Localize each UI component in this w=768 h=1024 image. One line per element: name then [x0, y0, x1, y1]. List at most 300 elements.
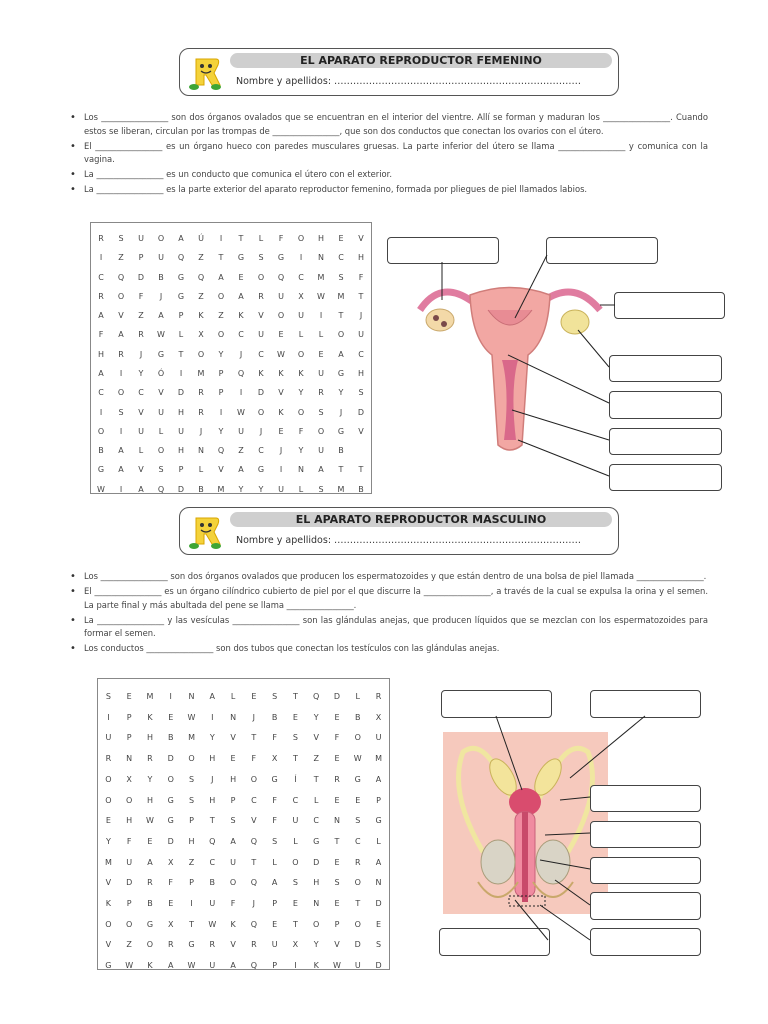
wordsearch-letter[interactable]: H: [177, 407, 184, 417]
wordsearch-letter[interactable]: F: [168, 878, 174, 888]
wordsearch-letter[interactable]: H: [357, 368, 364, 378]
wordsearch-letter[interactable]: H: [313, 878, 320, 888]
wordsearch-letter[interactable]: T: [189, 919, 194, 929]
wordsearch-letter[interactable]: U: [178, 426, 184, 436]
wordsearch-letter[interactable]: P: [178, 465, 184, 475]
wordsearch-letter[interactable]: B: [198, 484, 204, 494]
wordsearch-letter[interactable]: O: [217, 330, 225, 340]
wordsearch-letter[interactable]: M: [188, 733, 195, 743]
wordsearch-letter[interactable]: A: [178, 234, 184, 243]
wordsearch-letter[interactable]: O: [105, 795, 112, 805]
wordsearch-letter[interactable]: Q: [177, 253, 185, 263]
wordsearch-letter[interactable]: A: [238, 465, 244, 475]
wordsearch-letter[interactable]: W: [277, 349, 285, 359]
wordsearch-letter[interactable]: V: [158, 388, 164, 398]
wordsearch-letter[interactable]: T: [292, 919, 298, 929]
wordsearch-letter[interactable]: M: [337, 484, 345, 494]
wordsearch-letter[interactable]: Y: [313, 940, 319, 950]
wordsearch-letter[interactable]: E: [168, 899, 174, 909]
wordsearch-letter[interactable]: V: [358, 234, 364, 243]
wordsearch-letter[interactable]: H: [209, 754, 216, 764]
wordsearch-letter[interactable]: V: [218, 465, 224, 475]
wordsearch-letter[interactable]: Í: [294, 774, 297, 784]
wordsearch-letter[interactable]: D: [354, 940, 361, 950]
wordsearch-letter[interactable]: D: [126, 878, 133, 888]
wordsearch-letter[interactable]: G: [237, 253, 245, 263]
wordsearch-letter[interactable]: Y: [258, 484, 264, 494]
wordsearch-letter[interactable]: T: [238, 234, 244, 243]
wordsearch-letter[interactable]: L: [138, 446, 144, 456]
wordsearch-letter[interactable]: C: [338, 253, 344, 263]
wordsearch-letter[interactable]: E: [251, 692, 257, 701]
wordsearch-letter[interactable]: F: [334, 733, 340, 743]
wordsearch-letter[interactable]: S: [258, 253, 264, 263]
wordsearch-letter[interactable]: Q: [237, 368, 245, 378]
wordsearch-letter[interactable]: W: [97, 484, 105, 494]
wordsearch-letter[interactable]: G: [313, 836, 320, 846]
wordsearch-letter[interactable]: M: [375, 754, 382, 764]
wordsearch-letter[interactable]: I: [219, 234, 223, 243]
wordsearch-letter[interactable]: A: [118, 330, 124, 340]
wordsearch-letter[interactable]: E: [105, 816, 111, 826]
wordsearch-letter[interactable]: C: [354, 836, 361, 846]
wordsearch-letter[interactable]: B: [167, 733, 174, 743]
wordsearch-letter[interactable]: T: [313, 774, 319, 784]
wordsearch-letter[interactable]: P: [126, 712, 132, 722]
wordsearch-letter[interactable]: R: [318, 388, 324, 398]
wordsearch-letter[interactable]: U: [271, 940, 278, 950]
wordsearch-letter[interactable]: W: [187, 961, 196, 971]
wordsearch-letter[interactable]: X: [198, 330, 204, 340]
wordsearch-letter[interactable]: O: [117, 388, 125, 398]
wordsearch-letter[interactable]: G: [257, 465, 265, 475]
wordsearch-letter[interactable]: C: [258, 349, 264, 359]
wordsearch-letter[interactable]: D: [137, 272, 145, 282]
wordsearch-letter[interactable]: K: [258, 368, 264, 378]
wordsearch-letter[interactable]: A: [238, 291, 244, 301]
wordsearch-letter[interactable]: O: [297, 234, 305, 243]
wordsearch-letter[interactable]: D: [357, 407, 365, 417]
wordsearch-letter[interactable]: S: [338, 272, 344, 282]
wordsearch-letter[interactable]: L: [158, 426, 164, 436]
wordsearch-letter[interactable]: V: [105, 878, 112, 888]
wordsearch-letter[interactable]: L: [318, 330, 324, 340]
wordsearch-letter[interactable]: Z: [218, 311, 224, 321]
wordsearch-letter[interactable]: I: [99, 253, 103, 263]
wordsearch-letter[interactable]: K: [147, 961, 153, 971]
wordsearch-letter[interactable]: O: [117, 291, 125, 301]
wordsearch-letter[interactable]: Y: [218, 426, 224, 436]
wordsearch-letter[interactable]: P: [218, 388, 224, 398]
wordsearch-letter[interactable]: D: [313, 857, 320, 867]
wordsearch-letter[interactable]: E: [334, 899, 340, 909]
wordsearch-letter[interactable]: U: [209, 899, 216, 909]
wordsearch-letter[interactable]: Y: [105, 836, 111, 846]
wordsearch-letter[interactable]: Q: [117, 272, 125, 282]
wordsearch-letter[interactable]: H: [230, 774, 237, 784]
wordsearch-letter[interactable]: C: [258, 446, 264, 456]
wordsearch-letter[interactable]: Q: [250, 878, 257, 888]
wordsearch-letter[interactable]: Z: [238, 446, 244, 456]
wordsearch-letter[interactable]: H: [357, 253, 364, 263]
wordsearch-letter[interactable]: A: [158, 311, 164, 321]
wordsearch-letter[interactable]: W: [237, 407, 245, 417]
wordsearch-letter[interactable]: P: [376, 795, 381, 805]
wordsearch-letter[interactable]: O: [197, 349, 205, 359]
wordsearch-letter[interactable]: P: [138, 253, 144, 263]
wordsearch-letter[interactable]: U: [158, 407, 164, 417]
wordsearch-letter[interactable]: D: [167, 754, 174, 764]
wordsearch-letter[interactable]: L: [272, 857, 277, 867]
wordsearch-letter[interactable]: F: [230, 899, 236, 909]
wordsearch-letter[interactable]: J: [139, 349, 143, 359]
wordsearch-letter[interactable]: P: [126, 899, 132, 909]
wordsearch-letter[interactable]: W: [333, 961, 341, 971]
wordsearch-letter[interactable]: U: [375, 733, 382, 743]
wordsearch-letter[interactable]: W: [125, 961, 134, 971]
wordsearch-letter[interactable]: J: [211, 774, 214, 784]
wordsearch-letter[interactable]: P: [230, 795, 236, 805]
wordsearch-letter[interactable]: U: [138, 234, 144, 243]
wordsearch-letter[interactable]: X: [167, 857, 174, 867]
wordsearch-letter[interactable]: L: [298, 330, 304, 340]
wordsearch-letter[interactable]: E: [238, 272, 244, 282]
wordsearch-letter[interactable]: J: [199, 426, 203, 436]
wordsearch-letter[interactable]: X: [292, 940, 299, 950]
wordsearch-letter[interactable]: G: [354, 774, 361, 784]
wordsearch-letter[interactable]: J: [279, 446, 283, 456]
wordsearch-letter[interactable]: C: [358, 349, 364, 359]
wordsearch-letter[interactable]: V: [138, 407, 144, 417]
wordsearch-letter[interactable]: E: [126, 692, 132, 701]
wordsearch-letter[interactable]: A: [138, 484, 144, 494]
wordsearch-letter[interactable]: S: [158, 465, 164, 475]
wordsearch-letter[interactable]: E: [230, 754, 236, 764]
wordsearch-letter[interactable]: S: [318, 484, 324, 494]
wordsearch-letter[interactable]: O: [146, 940, 154, 950]
wordsearch-letter[interactable]: E: [334, 712, 340, 722]
wordsearch-letter[interactable]: L: [376, 836, 381, 846]
wordsearch-letter[interactable]: P: [334, 919, 340, 929]
wordsearch-letter[interactable]: V: [358, 426, 364, 436]
wordsearch-letter[interactable]: R: [138, 330, 144, 340]
wordsearch-letter[interactable]: B: [147, 899, 153, 909]
wordsearch-letter[interactable]: Y: [209, 733, 215, 743]
wordsearch-letter[interactable]: Ó: [157, 368, 165, 378]
wordsearch-letter[interactable]: T: [209, 816, 215, 826]
wordsearch-letter[interactable]: C: [98, 272, 104, 282]
wordsearch-letter[interactable]: O: [105, 919, 112, 929]
wordsearch-letter[interactable]: X: [271, 754, 278, 764]
wordsearch-letter[interactable]: O: [354, 878, 361, 888]
wordsearch-letter[interactable]: Z: [188, 857, 195, 867]
wordsearch-letter[interactable]: S: [118, 407, 124, 417]
wordsearch-letter[interactable]: U: [358, 330, 364, 340]
wordsearch-letter[interactable]: V: [313, 733, 319, 743]
wordsearch-letter[interactable]: D: [167, 836, 174, 846]
wordsearch-letter[interactable]: C: [98, 388, 104, 398]
wordsearch-letter[interactable]: G: [188, 940, 195, 950]
wordsearch-letter[interactable]: H: [146, 795, 153, 805]
wordsearch-letter[interactable]: B: [355, 712, 361, 722]
wordsearch-letter[interactable]: T: [338, 311, 344, 321]
wordsearch-letter[interactable]: S: [292, 733, 298, 743]
wordsearch-letter[interactable]: P: [189, 816, 194, 826]
wordsearch-letter[interactable]: M: [146, 692, 154, 701]
wordsearch-letter[interactable]: R: [198, 407, 204, 417]
wordsearch-letter[interactable]: U: [158, 253, 164, 263]
wordsearch-letter[interactable]: E: [272, 919, 278, 929]
wordsearch-letter[interactable]: F: [298, 426, 304, 436]
wordsearch-letter[interactable]: B: [98, 446, 104, 456]
wordsearch-letter[interactable]: V: [258, 311, 264, 321]
wordsearch-letter[interactable]: Z: [198, 291, 204, 301]
wordsearch-letter[interactable]: F: [126, 836, 132, 846]
wordsearch-letter[interactable]: E: [168, 712, 174, 722]
wordsearch-letter[interactable]: O: [277, 311, 285, 321]
wordsearch-letter[interactable]: P: [218, 368, 224, 378]
wordsearch-letter[interactable]: N: [375, 878, 382, 888]
wordsearch-letter[interactable]: L: [198, 465, 204, 475]
wordsearch-letter[interactable]: I: [119, 484, 123, 494]
wordsearch-letter[interactable]: V: [230, 733, 236, 743]
wordsearch-letter[interactable]: O: [126, 795, 133, 805]
wordsearch-letter[interactable]: M: [104, 857, 112, 867]
wordsearch-letter[interactable]: B: [338, 446, 344, 456]
wordsearch-letter[interactable]: I: [190, 899, 193, 909]
wordsearch-letter[interactable]: P: [126, 733, 132, 743]
wordsearch-letter[interactable]: W: [353, 754, 362, 764]
wordsearch-letter[interactable]: U: [258, 330, 264, 340]
wordsearch-letter[interactable]: D: [375, 899, 382, 909]
wordsearch-letter[interactable]: H: [317, 234, 324, 243]
wordsearch-letter[interactable]: E: [355, 795, 361, 805]
wordsearch-letter[interactable]: P: [178, 311, 184, 321]
wordsearch-letter[interactable]: E: [147, 836, 153, 846]
wordsearch-letter[interactable]: E: [292, 899, 298, 909]
wordsearch-letter[interactable]: Y: [138, 368, 144, 378]
wordsearch-letter[interactable]: A: [230, 961, 236, 971]
wordsearch-letter[interactable]: I: [119, 368, 123, 378]
wordsearch-letter[interactable]: K: [147, 712, 153, 722]
wordsearch-letter[interactable]: B: [209, 878, 216, 888]
wordsearch-letter[interactable]: A: [98, 311, 104, 321]
wordsearch-letter[interactable]: R: [258, 291, 264, 301]
wordsearch-letter[interactable]: N: [126, 754, 133, 764]
wordsearch-letter[interactable]: Q: [209, 836, 216, 846]
wordsearch-letter[interactable]: O: [97, 426, 105, 436]
wordsearch-letter[interactable]: F: [138, 291, 144, 301]
wordsearch-letter[interactable]: I: [107, 712, 110, 722]
wordsearch-letter[interactable]: E: [376, 919, 382, 929]
wordsearch-letter[interactable]: M: [337, 291, 345, 301]
wordsearch-letter[interactable]: J: [259, 426, 263, 436]
wordsearch-letter[interactable]: L: [313, 795, 319, 805]
wordsearch-letter[interactable]: I: [169, 692, 172, 701]
wordsearch-letter[interactable]: X: [126, 774, 132, 784]
wordsearch-letter[interactable]: C: [209, 857, 216, 867]
wordsearch-letter[interactable]: H: [177, 446, 184, 456]
wordsearch-letter[interactable]: S: [118, 234, 124, 243]
wordsearch-letter[interactable]: Y: [218, 349, 224, 359]
wordsearch-letter[interactable]: N: [188, 692, 195, 701]
wordsearch-letter[interactable]: E: [278, 330, 284, 340]
wordsearch-letter[interactable]: P: [189, 878, 194, 888]
wordsearch-letter[interactable]: F: [251, 754, 257, 764]
wordsearch-letter[interactable]: E: [292, 712, 298, 722]
wordsearch-letter[interactable]: A: [375, 774, 382, 784]
wordsearch-letter[interactable]: H: [97, 349, 104, 359]
wordsearch-letter[interactable]: O: [297, 407, 305, 417]
wordsearch-letter[interactable]: R: [105, 754, 112, 764]
wordsearch-letter[interactable]: Q: [250, 919, 257, 929]
wordsearch-letter[interactable]: P: [272, 899, 278, 909]
wordsearch-letter[interactable]: O: [317, 426, 325, 436]
wordsearch-letter[interactable]: L: [298, 484, 304, 494]
wordsearch-letter[interactable]: F: [278, 234, 284, 243]
wordsearch-letter[interactable]: C: [313, 816, 319, 826]
wordsearch-letter[interactable]: C: [298, 272, 304, 282]
wordsearch-letter[interactable]: U: [292, 816, 299, 826]
wordsearch-letter[interactable]: E: [334, 795, 340, 805]
wordsearch-letter[interactable]: O: [105, 774, 112, 784]
wordsearch-letter[interactable]: J: [339, 407, 343, 417]
wordsearch-letter[interactable]: A: [338, 349, 344, 359]
wordsearch-letter[interactable]: H: [146, 733, 153, 743]
wordsearch-letter[interactable]: G: [271, 774, 278, 784]
wordsearch-letter[interactable]: V: [118, 311, 124, 321]
wordsearch-letter[interactable]: I: [179, 368, 183, 378]
wordsearch-letter[interactable]: S: [272, 836, 278, 846]
wordsearch-letter[interactable]: S: [318, 407, 324, 417]
wordsearch-letter[interactable]: I: [119, 426, 123, 436]
wordsearch-letter[interactable]: U: [318, 368, 324, 378]
wordsearch-letter[interactable]: G: [337, 368, 345, 378]
wordsearch-letter[interactable]: F: [358, 272, 364, 282]
wordsearch-letter[interactable]: S: [272, 692, 278, 701]
wordsearch-letter[interactable]: L: [293, 836, 298, 846]
wordsearch-letter[interactable]: S: [376, 940, 382, 950]
wordsearch-letter[interactable]: D: [177, 388, 185, 398]
wordsearch-letter[interactable]: I: [239, 388, 243, 398]
wordsearch-letter[interactable]: X: [375, 712, 382, 722]
wordsearch-letter[interactable]: G: [167, 816, 174, 826]
wordsearch-letter[interactable]: G: [146, 919, 154, 929]
wordsearch-letter[interactable]: M: [317, 272, 325, 282]
wordsearch-letter[interactable]: X: [167, 919, 174, 929]
wordsearch-letter[interactable]: N: [313, 899, 320, 909]
wordsearch-letter[interactable]: I: [99, 407, 103, 417]
wordsearch-letter[interactable]: A: [218, 272, 224, 282]
wordsearch-letter[interactable]: L: [178, 330, 184, 340]
wordsearch-letter[interactable]: W: [208, 919, 217, 929]
wordsearch-letter[interactable]: C: [238, 330, 244, 340]
wordsearch-letter[interactable]: A: [318, 465, 324, 475]
wordsearch-letter[interactable]: O: [217, 291, 225, 301]
wordsearch-letter[interactable]: U: [354, 961, 361, 971]
wordsearch-letter[interactable]: F: [272, 795, 277, 805]
wordsearch-letter[interactable]: S: [334, 878, 340, 888]
wordsearch-letter[interactable]: V: [230, 940, 236, 950]
wordsearch-letter[interactable]: S: [230, 816, 236, 826]
wordsearch-letter[interactable]: X: [298, 291, 304, 301]
wordsearch-letter[interactable]: R: [98, 234, 104, 243]
wordsearch-letter[interactable]: V: [334, 940, 340, 950]
wordsearch-letter[interactable]: T: [292, 692, 298, 701]
wordsearch-letter[interactable]: Q: [217, 446, 225, 456]
wordsearch-letter[interactable]: B: [271, 712, 278, 722]
wordsearch-letter[interactable]: A: [147, 857, 153, 867]
wordsearch-letter[interactable]: O: [292, 857, 299, 867]
wordsearch-letter[interactable]: E: [334, 857, 340, 867]
wordsearch-letter[interactable]: C: [251, 795, 257, 805]
wordsearch-letter[interactable]: S: [188, 774, 195, 784]
wordsearch-letter[interactable]: Q: [277, 272, 285, 282]
wordsearch-letter[interactable]: J: [359, 311, 363, 321]
wordsearch-letter[interactable]: T: [251, 733, 257, 743]
wordsearch-letter[interactable]: Z: [313, 754, 319, 764]
wordsearch-letter[interactable]: O: [250, 774, 257, 784]
wordsearch-letter[interactable]: C: [138, 388, 144, 398]
wordsearch-letter[interactable]: K: [298, 368, 304, 378]
wordsearch-letter[interactable]: Y: [313, 712, 319, 722]
wordsearch-letter[interactable]: Q: [197, 272, 205, 282]
wordsearch-letter[interactable]: V: [138, 465, 144, 475]
wordsearch-letter[interactable]: T: [355, 899, 361, 909]
wordsearch-letter[interactable]: G: [157, 349, 165, 359]
wordsearch-letter[interactable]: H: [126, 816, 133, 826]
wordsearch-letter[interactable]: W: [187, 712, 196, 722]
wordsearch-letter[interactable]: M: [217, 484, 225, 494]
wordsearch-letter[interactable]: T: [358, 291, 364, 301]
wordsearch-letter[interactable]: L: [355, 692, 360, 701]
wordsearch-letter[interactable]: Q: [157, 484, 165, 494]
wordsearch-letter[interactable]: Ú: [198, 234, 204, 243]
wordsearch-letter[interactable]: R: [198, 388, 204, 398]
wordsearch-letter[interactable]: Y: [298, 388, 304, 398]
wordsearch-letter[interactable]: Q: [250, 961, 257, 971]
wordsearch-letter[interactable]: L: [258, 234, 264, 243]
wordsearch-letter[interactable]: U: [126, 857, 133, 867]
wordsearch-letter[interactable]: G: [97, 465, 105, 475]
wordsearch-letter[interactable]: G: [277, 253, 285, 263]
wordsearch-letter[interactable]: O: [297, 349, 305, 359]
wordsearch-letter[interactable]: U: [278, 291, 284, 301]
wordsearch-letter[interactable]: V: [251, 816, 257, 826]
wordsearch-letter[interactable]: W: [317, 291, 325, 301]
wordsearch-letter[interactable]: J: [239, 349, 243, 359]
wordsearch-letter[interactable]: I: [294, 961, 297, 971]
wordsearch-letter[interactable]: E: [318, 349, 324, 359]
wordsearch-letter[interactable]: K: [198, 311, 204, 321]
wordsearch-letter[interactable]: Y: [147, 774, 153, 784]
wordsearch-letter[interactable]: A: [209, 692, 216, 701]
wordsearch-letter[interactable]: T: [178, 349, 184, 359]
wordsearch-letter[interactable]: R: [147, 878, 153, 888]
wordsearch-letter[interactable]: Z: [138, 311, 144, 321]
wordsearch-letter[interactable]: L: [230, 692, 236, 701]
wordsearch-letter[interactable]: U: [298, 311, 304, 321]
wordsearch-letter[interactable]: Z: [118, 253, 124, 263]
wordsearch-letter[interactable]: F: [98, 330, 104, 340]
wordsearch-letter[interactable]: O: [188, 754, 195, 764]
wordsearch-letter[interactable]: F: [272, 816, 277, 826]
wordsearch-letter[interactable]: U: [238, 426, 244, 436]
wordsearch-letter[interactable]: Q: [250, 836, 257, 846]
wordsearch-letter[interactable]: P: [272, 961, 278, 971]
wordsearch-letter[interactable]: U: [209, 961, 216, 971]
wordsearch-letter[interactable]: K: [238, 311, 244, 321]
